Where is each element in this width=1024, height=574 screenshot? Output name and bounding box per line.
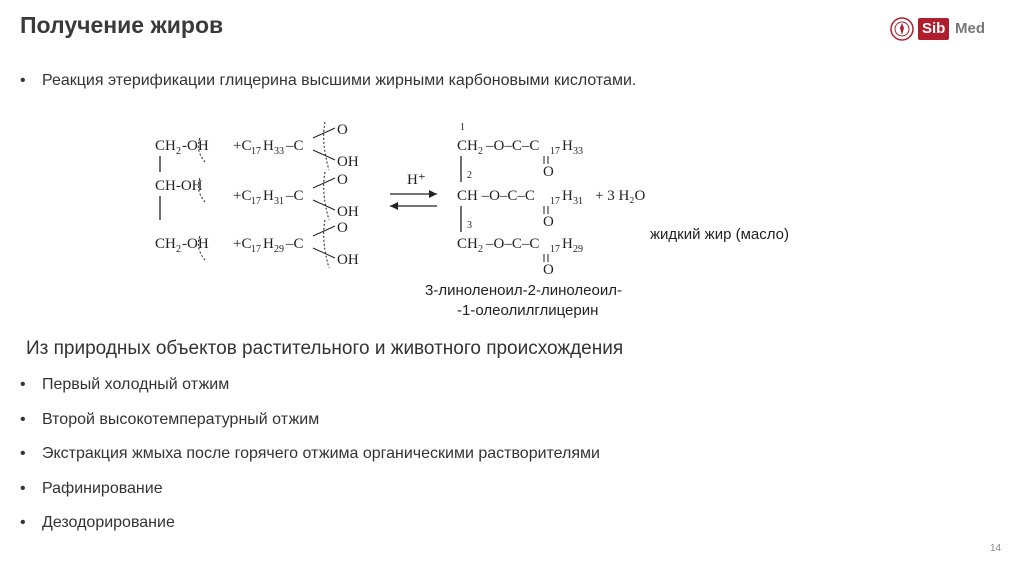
svg-text:CH-OH: CH-OH [155, 178, 203, 194]
triglyceride [457, 122, 646, 278]
catalyst-label: H⁺ [407, 172, 426, 188]
bullet-dot: • [20, 445, 26, 462]
svg-text:17: 17 [251, 244, 261, 255]
fatty-acids [233, 122, 359, 268]
svg-text:O: O [543, 214, 554, 230]
svg-text:17: 17 [550, 196, 560, 207]
svg-text:CH: CH [155, 236, 176, 252]
svg-text:+C: +C [233, 138, 252, 154]
svg-text:O: O [337, 122, 348, 138]
svg-text:2: 2 [176, 146, 181, 157]
svg-text:2: 2 [478, 146, 483, 157]
svg-text:33: 33 [573, 146, 583, 157]
liquid-fat-label: жидкий жир (масло) [650, 226, 789, 243]
svg-text:–O–C–C: –O–C–C [486, 236, 540, 252]
sources-heading: Из природных объектов растительного и животного происхождения [26, 338, 624, 359]
svg-text:H: H [562, 138, 573, 154]
bullet-dot: • [20, 376, 26, 393]
svg-text:H: H [263, 236, 274, 252]
svg-text:O: O [337, 172, 348, 188]
product-name-line1: 3-линоленоил-2-линолеоил- [425, 282, 622, 299]
svg-text:OH: OH [337, 252, 359, 268]
bullet-dot: • [20, 72, 26, 89]
list-item: • Рафинирование [20, 479, 163, 497]
methods-list [20, 375, 600, 548]
svg-text:29: 29 [274, 244, 284, 255]
svg-text:H: H [263, 188, 274, 204]
logo-med: Med [955, 20, 985, 37]
svg-text:17: 17 [251, 196, 261, 207]
list-item: • Дезодорирование [20, 514, 175, 531]
position-1: 1 [460, 122, 465, 133]
glycerol [155, 138, 209, 260]
list-item: • Первый холодный отжим [20, 376, 230, 393]
intro-bullet [20, 72, 636, 90]
svg-text:–C: –C [286, 236, 304, 252]
svg-text:–C: –C [286, 188, 304, 204]
svg-text:31: 31 [274, 196, 284, 207]
list-item: • Второй высокотемпературный отжим [20, 410, 320, 428]
svg-text:CH –O–C–C: CH –O–C–C [457, 188, 535, 204]
position-3: 3 [467, 220, 472, 231]
sibmed-logo [890, 14, 1010, 46]
svg-text:-OH: -OH [182, 138, 209, 154]
bullet-dot: • [20, 514, 26, 531]
svg-text:33: 33 [274, 146, 284, 157]
svg-text:29: 29 [573, 244, 583, 255]
logo-sib: Sib [918, 18, 949, 40]
svg-text:CH: CH [457, 236, 478, 252]
svg-text:O: O [337, 220, 348, 236]
svg-text:+C: +C [233, 188, 252, 204]
svg-text:CH: CH [457, 138, 478, 154]
water-byproduct: + 3 H₂O [595, 188, 646, 204]
svg-text:2: 2 [478, 244, 483, 255]
list-item: • Экстракция жмыха после горячего отжима органическими растворителями [20, 445, 600, 462]
svg-text:H: H [263, 138, 274, 154]
svg-text:+C: +C [233, 236, 252, 252]
esterification-reaction [145, 112, 865, 327]
university-seal-icon [890, 16, 914, 42]
svg-text:H: H [562, 188, 573, 204]
svg-text:17: 17 [251, 146, 261, 157]
reaction-scheme [145, 112, 865, 327]
position-2: 2 [467, 170, 472, 181]
svg-text:O: O [543, 164, 554, 180]
svg-text:31: 31 [573, 196, 583, 207]
svg-text:O: O [543, 262, 554, 278]
svg-text:-OH: -OH [182, 236, 209, 252]
svg-text:17: 17 [550, 244, 560, 255]
svg-text:H: H [562, 236, 573, 252]
product-name-line2: -1-олеолилглицерин [457, 302, 599, 319]
bullet-dot: • [20, 410, 26, 428]
svg-text:2: 2 [176, 244, 181, 255]
svg-text:OH: OH [337, 204, 359, 220]
svg-text:CH: CH [155, 138, 176, 154]
slide-title: Получение жиров [20, 12, 224, 38]
svg-text:OH: OH [337, 154, 359, 170]
svg-text:–C: –C [286, 138, 304, 154]
svg-text:–O–C–C: –O–C–C [486, 138, 540, 154]
svg-text:17: 17 [550, 146, 560, 157]
intro-text: Реакция этерификации глицерина высшими жирными карбоновыми кислотами. [42, 72, 637, 89]
page-number: 14 [990, 543, 1002, 554]
equilibrium-arrows [390, 172, 437, 210]
bullet-dot: • [20, 479, 26, 497]
